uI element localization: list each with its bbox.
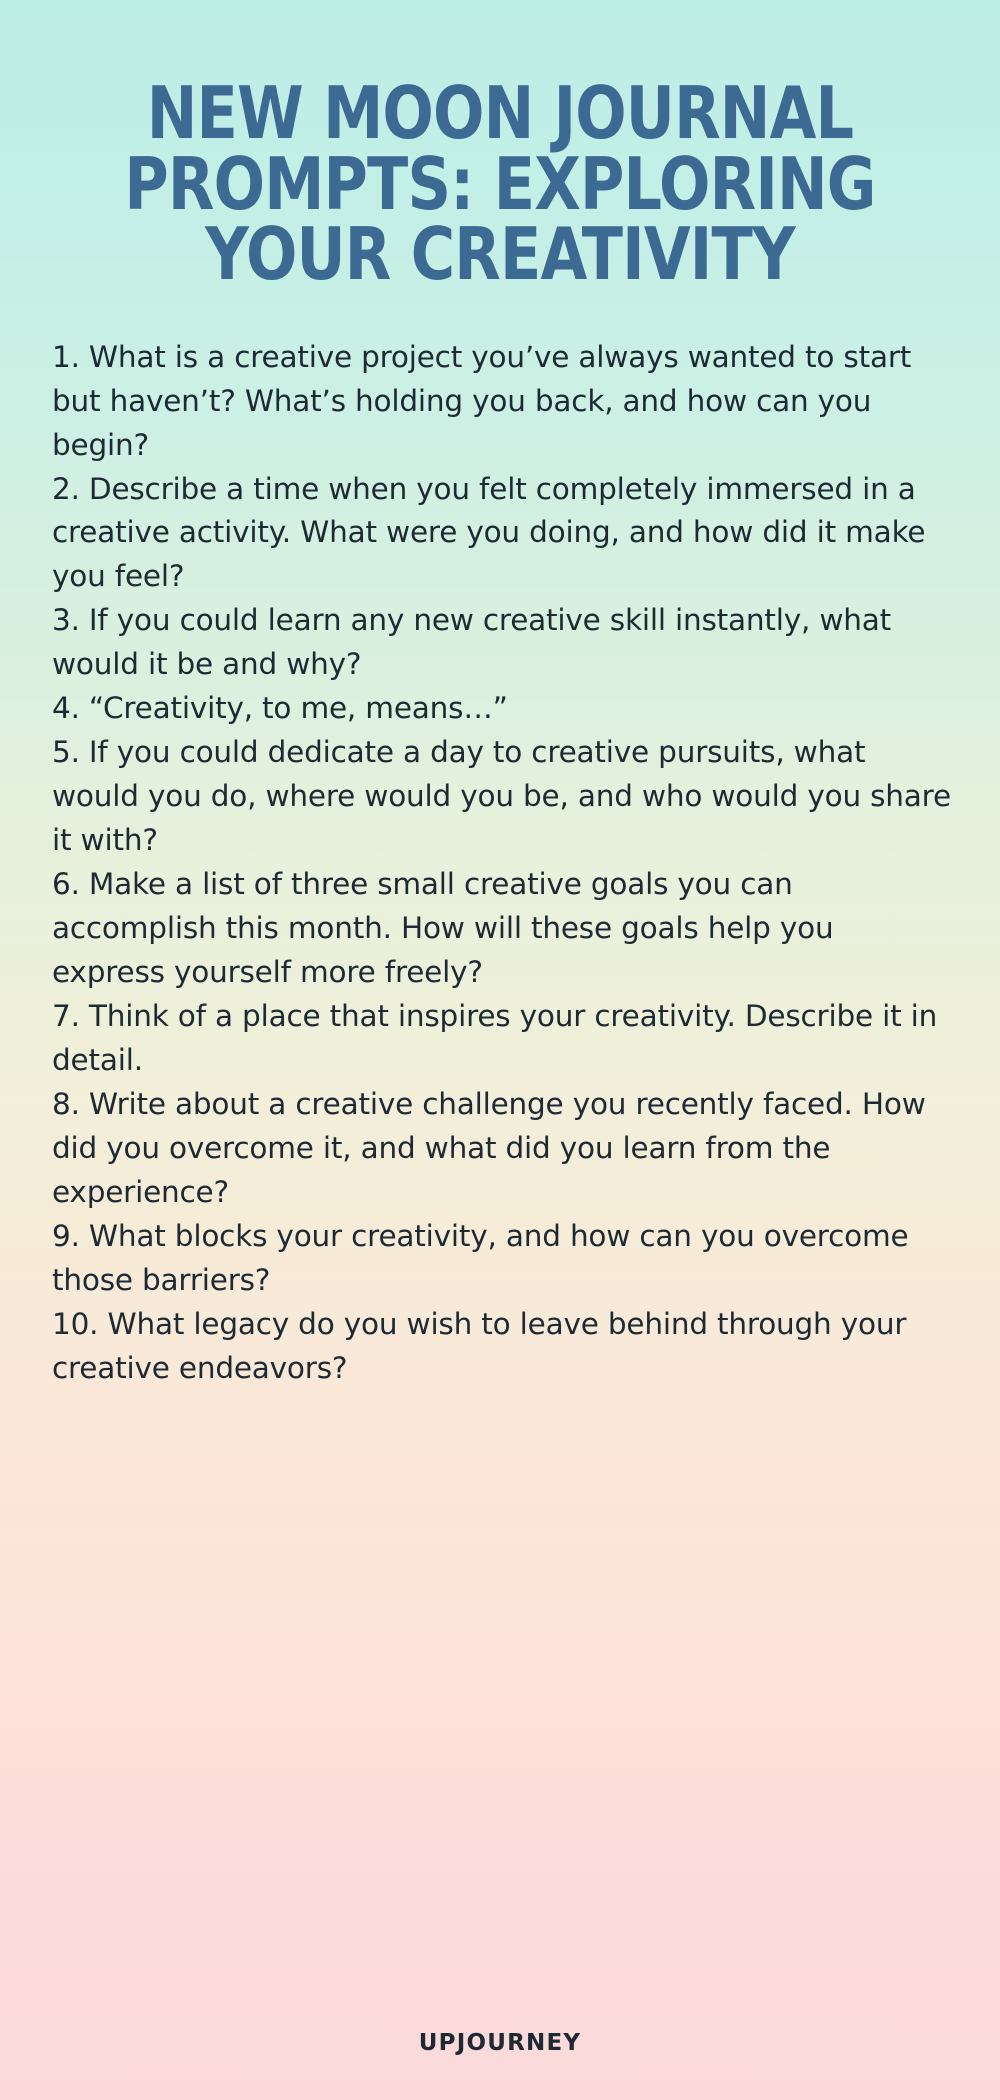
brand-logo: UPJOURNEY: [418, 2030, 582, 2056]
list-item: 4. “Creativity, to me, means…”: [52, 691, 508, 726]
title-line-1: NEW MOON JOURNAL: [146, 71, 854, 155]
list-item: 9. What blocks your creativity, and how can you overcome those barriers?: [52, 1218, 909, 1297]
page-title: [114, 0, 887, 297]
title-line-2: PROMPTS: EXPLORING: [124, 141, 876, 226]
prompt-list: [40, 336, 960, 1391]
list-item: 1. What is a creative project you’ve always wanted to start but haven’t? What’s holding you back, and how can you begin?: [52, 339, 912, 462]
list-item: 7. Think of a place that inspires your creativity. Describe it in detail.: [52, 998, 938, 1077]
list-item: 2. Describe a time when you felt completely immersed in a creative activity. What were you doing, and how did it make you feel?: [52, 471, 926, 594]
list-item: 10. What legacy do you wish to leave behind through your creative endeavors?: [52, 1306, 907, 1385]
list-item: 5. If you could dedicate a day to creative pursuits, what would you do, where would you be, and who would you share it with?: [52, 735, 951, 858]
list-item: 8. Write about a creative challenge you recently faced. How did you overcome it, and what did you learn from the experience?: [52, 1086, 926, 1209]
title-line-3: YOUR CREATIVITY: [205, 212, 795, 297]
list-item: 6. Make a list of three small creative goals you can accomplish this month. How will these goals help you express yourself more freely?: [52, 867, 834, 989]
list-item: 3. If you could learn any new creative skill instantly, what would it be and why?: [52, 603, 892, 682]
